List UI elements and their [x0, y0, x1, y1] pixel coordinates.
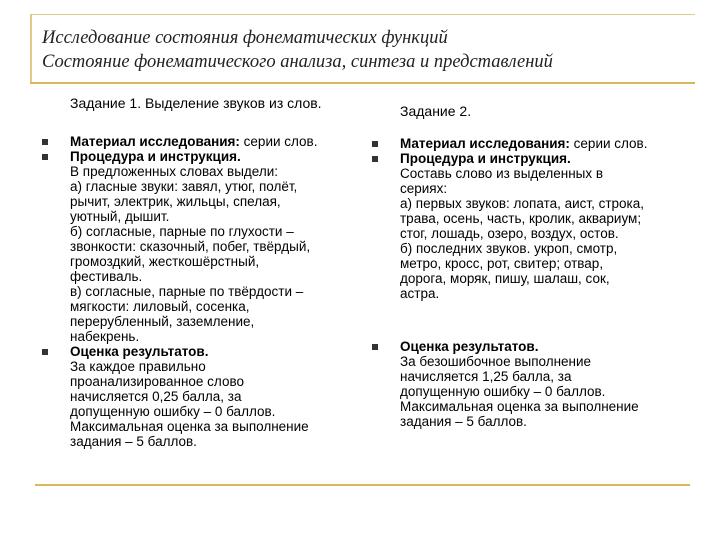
procedure-line: а) первых звуков: лопата, аист, строка,	[400, 196, 645, 211]
material-label: Материал исследования:	[70, 134, 240, 149]
material-value: серии слов.	[569, 136, 648, 151]
evaluation-line: задания – 5 баллов.	[400, 414, 527, 429]
procedure-line: В предложенных словах выдели:	[70, 164, 278, 179]
procedure-line: сериях:	[400, 181, 448, 196]
evaluation-line: начисляется 0,25 балла, за	[70, 389, 242, 404]
procedure-line: в) согласные, парные по твёрдости –	[70, 284, 304, 299]
task-1-list	[40, 134, 370, 449]
procedure-line: метро, кросс, рот, свитер; отвар,	[400, 256, 604, 271]
material-label: Материал исследования:	[400, 136, 570, 151]
evaluation-line: допущенную ошибку – 0 баллов.	[70, 404, 276, 419]
procedure-line: уютный, дышит.	[70, 209, 170, 224]
list-item-material	[370, 136, 700, 151]
frame-top-border	[30, 14, 695, 15]
evaluation-line: начисляется 1,25 балла, за	[400, 369, 572, 384]
task-1-heading: Задание 1. Выделение звуков из слов.	[70, 95, 322, 111]
procedure-line: набекрень.	[70, 329, 140, 344]
square-bullet-icon	[42, 139, 48, 145]
footer-divider	[35, 484, 690, 486]
procedure-line: громоздкий, жесткошёрстный,	[70, 254, 260, 269]
procedure-line: мягкости: лиловый, сосенка,	[70, 299, 250, 314]
procedure-line: трава, осень, часть, кролик, аквариум;	[400, 211, 642, 226]
list-item-evaluation	[370, 339, 700, 429]
title-line-1: Исследование состояния фонематических функций	[42, 28, 448, 48]
evaluation-line: допущенную ошибку – 0 баллов.	[400, 384, 606, 399]
evaluation-line: проанализированное слово	[70, 374, 244, 389]
procedure-line: б) согласные, парные по глухости –	[70, 224, 294, 239]
procedure-line: звонкости: сказочный, побег, твёрдый,	[70, 239, 311, 254]
evaluation-label: Оценка результатов.	[400, 339, 539, 354]
procedure-line: астра.	[400, 286, 440, 301]
procedure-label: Процедура и инструкция.	[400, 151, 571, 166]
square-bullet-icon	[42, 154, 48, 160]
evaluation-line: Максимальная оценка за выполнение	[70, 419, 309, 434]
slide-title	[42, 26, 692, 74]
task-1-column	[40, 96, 370, 449]
procedure-line: Составь слово из выделенных в	[400, 166, 604, 181]
list-item-procedure	[370, 151, 700, 301]
task-2-heading: Задание 2.	[400, 103, 472, 119]
frame-left-border	[30, 14, 32, 84]
procedure-line: фестиваль.	[70, 269, 143, 284]
material-value: серии слов.	[239, 134, 318, 149]
procedure-line: стог, лошадь, озеро, воздух, остов.	[400, 226, 619, 241]
title-line-2: Состояние фонематического анализа, синтеза и представлений	[42, 52, 553, 72]
evaluation-label: Оценка результатов.	[70, 344, 209, 359]
evaluation-line: За безошибочное выполнение	[400, 354, 592, 369]
square-bullet-icon	[42, 349, 48, 355]
procedure-line: а) гласные звуки: завял, утюг, полёт,	[70, 179, 298, 194]
square-bullet-icon	[372, 141, 378, 147]
square-bullet-icon	[372, 344, 378, 350]
list-item-evaluation	[40, 344, 370, 449]
spacer	[370, 301, 700, 339]
procedure-line: рычит, электрик, жильцы, спелая,	[70, 194, 281, 209]
evaluation-line: Максимальная оценка за выполнение	[400, 399, 639, 414]
list-item-material	[40, 134, 370, 149]
procedure-label: Процедура и инструкция.	[70, 149, 241, 164]
list-item-procedure	[40, 149, 370, 344]
evaluation-line: За каждое правильно	[70, 359, 206, 374]
evaluation-line: задания – 5 баллов.	[70, 434, 197, 449]
header-divider	[30, 82, 695, 84]
procedure-line: б) последних звуков. укроп, смотр,	[400, 241, 618, 256]
task-2-list	[370, 136, 700, 429]
procedure-line: дорога, моряк, пишу, шалаш, сок,	[400, 271, 610, 286]
procedure-line: перерубленный, заземление,	[70, 314, 255, 329]
square-bullet-icon	[372, 156, 378, 162]
task-2-column	[370, 96, 700, 429]
